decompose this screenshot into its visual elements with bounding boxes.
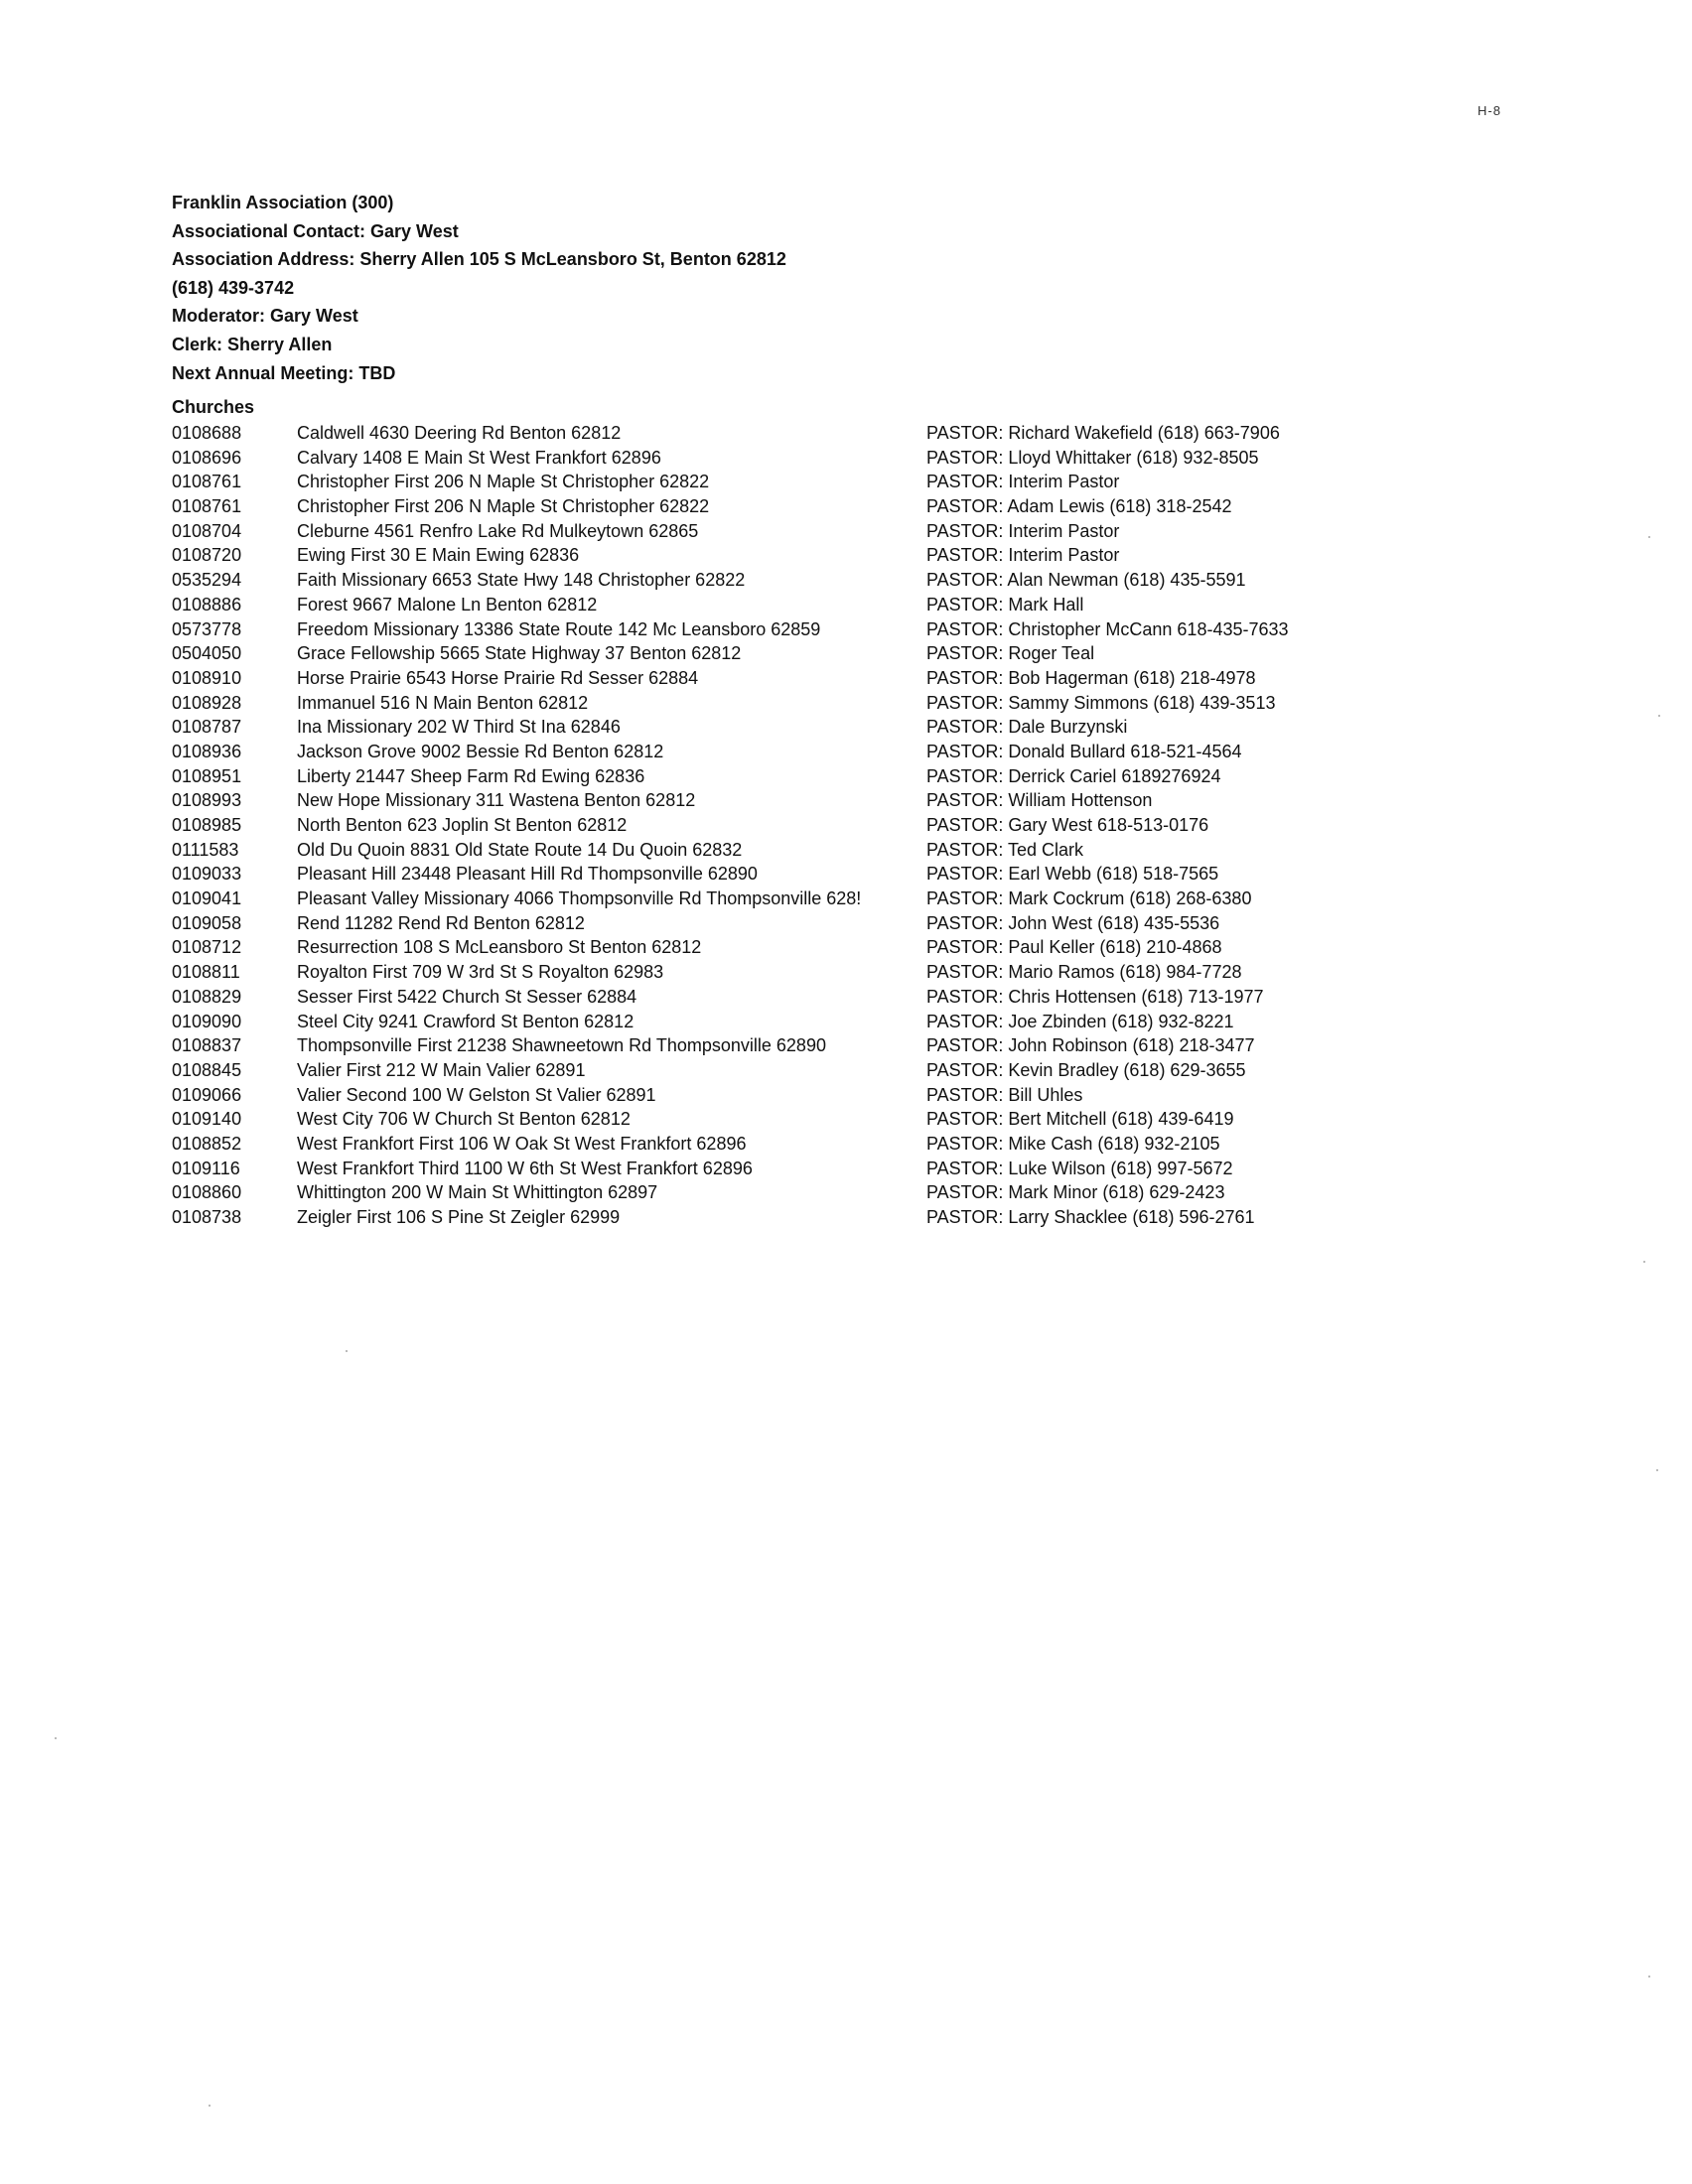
church-pastor: PASTOR: Christopher McCann 618-435-7633: [926, 618, 1289, 639]
church-pastor: PASTOR: Adam Lewis (618) 318-2542: [926, 496, 1232, 517]
church-pastor: PASTOR: Bill Uhles: [926, 1084, 1083, 1105]
association-address: Association Address: Sherry Allen 105 S McLeansboro St, Benton 62812: [172, 249, 786, 270]
church-id: 0108837: [172, 1035, 242, 1056]
church-row: [172, 593, 1363, 617]
church-pastor: PASTOR: Richard Wakefield (618) 663-7906: [926, 423, 1280, 443]
church-row: [172, 715, 1363, 740]
scan-speck: [1658, 715, 1660, 717]
church-pastor: PASTOR: John Robinson (618) 218-3477: [926, 1035, 1255, 1056]
church-row: [172, 862, 1363, 887]
church-name-address: Resurrection 108 S McLeansboro St Benton 62812: [297, 937, 702, 958]
church-row: [172, 617, 1363, 642]
church-row: [172, 1180, 1363, 1205]
church-id: 0108787: [172, 717, 242, 738]
church-row: [172, 1132, 1363, 1157]
church-name-address: Christopher First 206 N Maple St Christopher 62822: [297, 496, 710, 517]
church-pastor: PASTOR: Gary West 618-513-0176: [926, 815, 1209, 835]
church-name-address: Old Du Quoin 8831 Old State Route 14 Du Quoin 62832: [297, 839, 743, 860]
church-name-address: North Benton 623 Joplin St Benton 62812: [297, 815, 628, 835]
church-pastor: PASTOR: Mark Minor (618) 629-2423: [926, 1182, 1225, 1203]
church-name-address: Rend 11282 Rend Rd Benton 62812: [297, 912, 585, 933]
church-pastor: PASTOR: Earl Webb (618) 518-7565: [926, 864, 1219, 885]
church-name-address: Ina Missionary 202 W Third St Ina 62846: [297, 717, 621, 738]
church-name-address: Forest 9667 Malone Ln Benton 62812: [297, 594, 598, 614]
church-id: 0108712: [172, 937, 242, 958]
church-name-address: West City 706 W Church St Benton 62812: [297, 1109, 631, 1130]
church-pastor: PASTOR: William Hottenson: [926, 790, 1153, 811]
church-name-address: Caldwell 4630 Deering Rd Benton 62812: [297, 423, 622, 443]
church-pastor: PASTOR: Sammy Simmons (618) 439-3513: [926, 692, 1276, 713]
church-id: 0573778: [172, 618, 242, 639]
church-pastor: PASTOR: Donald Bullard 618-521-4564: [926, 741, 1242, 761]
scan-speck: [346, 1350, 348, 1352]
church-id: 0108811: [172, 962, 240, 983]
church-name-address: Valier Second 100 W Gelston St Valier 62891: [297, 1084, 656, 1105]
church-id: 0108829: [172, 986, 242, 1007]
church-id: 0108738: [172, 1207, 242, 1227]
church-id: 0109041: [172, 888, 242, 909]
church-row: [172, 421, 1363, 446]
church-name-address: New Hope Missionary 311 Wastena Benton 62812: [297, 790, 696, 811]
church-pastor: PASTOR: Luke Wilson (618) 997-5672: [926, 1158, 1233, 1178]
church-id: 0108696: [172, 447, 242, 468]
church-pastor: PASTOR: Bob Hagerman (618) 218-4978: [926, 667, 1256, 688]
association-header: [172, 189, 1264, 387]
church-row: [172, 1010, 1363, 1034]
church-row: [172, 446, 1363, 471]
church-id: 0108985: [172, 815, 242, 835]
church-pastor: PASTOR: Mario Ramos (618) 984-7728: [926, 962, 1242, 983]
church-row: [172, 568, 1363, 593]
church-row: [172, 887, 1363, 911]
church-row: [172, 1058, 1363, 1083]
church-pastor: PASTOR: Mark Hall: [926, 594, 1084, 614]
association-phone: (618) 439-3742: [172, 277, 295, 298]
church-name-address: Whittington 200 W Main St Whittington 62897: [297, 1182, 658, 1203]
church-pastor: PASTOR: Mike Cash (618) 932-2105: [926, 1133, 1220, 1154]
church-pastor: PASTOR: Dale Burzynski: [926, 717, 1128, 738]
church-name-address: Jackson Grove 9002 Bessie Rd Benton 62812: [297, 741, 664, 761]
church-id: 0535294: [172, 570, 242, 591]
church-id: 0109058: [172, 912, 242, 933]
church-pastor: PASTOR: Derrick Cariel 6189276924: [926, 765, 1221, 786]
church-id: 0108704: [172, 520, 242, 541]
church-name-address: West Frankfort First 106 W Oak St West Frankfort 62896: [297, 1133, 747, 1154]
church-id: 0108720: [172, 545, 242, 566]
church-id: 0108845: [172, 1059, 242, 1080]
church-row: [172, 666, 1363, 691]
church-pastor: PASTOR: Paul Keller (618) 210-4868: [926, 937, 1222, 958]
association-name: Franklin Association (300): [172, 193, 394, 212]
church-row: [172, 740, 1363, 764]
churches-heading: Churches: [172, 397, 255, 417]
church-id: 0108761: [172, 496, 242, 517]
church-name-address: Liberty 21447 Sheep Farm Rd Ewing 62836: [297, 765, 645, 786]
church-id: 0108852: [172, 1133, 242, 1154]
church-name-address: Steel City 9241 Crawford St Benton 62812: [297, 1011, 634, 1031]
church-pastor: PASTOR: John West (618) 435-5536: [926, 912, 1220, 933]
church-id: 0108936: [172, 741, 242, 761]
church-id: 0109116: [172, 1158, 240, 1178]
church-row: [172, 1157, 1363, 1181]
church-row: [172, 641, 1363, 666]
church-id: 0108688: [172, 423, 242, 443]
church-row: [172, 985, 1363, 1010]
scan-speck: [1656, 1469, 1658, 1471]
church-row: [172, 691, 1363, 716]
church-pastor: PASTOR: Kevin Bradley (618) 629-3655: [926, 1059, 1246, 1080]
church-id: 0108886: [172, 594, 242, 614]
church-name-address: Cleburne 4561 Renfro Lake Rd Mulkeytown 62865: [297, 520, 699, 541]
church-name-address: Thompsonville First 21238 Shawneetown Rd Thompsonville 62890: [297, 1035, 826, 1056]
church-name-address: Grace Fellowship 5665 State Highway 37 Benton 62812: [297, 643, 742, 664]
church-id: 0109090: [172, 1011, 242, 1031]
church-row: [172, 960, 1363, 985]
church-name-address: Ewing First 30 E Main Ewing 62836: [297, 545, 580, 566]
church-row: [172, 1205, 1363, 1230]
church-row: [172, 519, 1363, 544]
church-id: 0108860: [172, 1182, 242, 1203]
scan-speck: [1643, 1261, 1645, 1263]
church-name-address: Freedom Missionary 13386 State Route 142 Mc Leansboro 62859: [297, 618, 821, 639]
church-row: [172, 494, 1363, 519]
church-pastor: PASTOR: Larry Shacklee (618) 596-2761: [926, 1207, 1255, 1227]
associational-contact: Associational Contact: Gary West: [172, 220, 459, 241]
page-number: H-8: [1478, 103, 1501, 118]
church-id: 0109140: [172, 1109, 242, 1130]
church-name-address: Faith Missionary 6653 State Hwy 148 Christopher 62822: [297, 570, 746, 591]
church-pastor: PASTOR: Chris Hottensen (618) 713-1977: [926, 986, 1264, 1007]
church-row: [172, 1083, 1363, 1108]
church-pastor: PASTOR: Interim Pastor: [926, 545, 1120, 566]
church-name-address: Pleasant Valley Missionary 4066 Thompsonville Rd Thompsonville 628!: [297, 888, 862, 909]
church-row: [172, 813, 1363, 838]
clerk: Clerk: Sherry Allen: [172, 334, 333, 354]
church-id: 0111583: [172, 839, 239, 860]
church-id: 0109066: [172, 1084, 242, 1105]
church-name-address: West Frankfort Third 1100 W 6th St West Frankfort 62896: [297, 1158, 753, 1178]
church-list: [172, 421, 1363, 1230]
church-name-address: Calvary 1408 E Main St West Frankfort 62896: [297, 447, 661, 468]
church-id: 0108910: [172, 667, 242, 688]
scan-speck: [1648, 1976, 1650, 1978]
next-annual-meeting: Next Annual Meeting: TBD: [172, 362, 396, 383]
church-pastor: PASTOR: Joe Zbinden (618) 932-8221: [926, 1011, 1234, 1031]
moderator: Moderator: Gary West: [172, 306, 358, 327]
scan-speck: [1648, 536, 1650, 538]
church-row: [172, 470, 1363, 494]
church-name-address: Valier First 212 W Main Valier 62891: [297, 1059, 586, 1080]
church-name-address: Zeigler First 106 S Pine St Zeigler 62999: [297, 1207, 621, 1227]
church-id: 0108993: [172, 790, 242, 811]
church-pastor: PASTOR: Lloyd Whittaker (618) 932-8505: [926, 447, 1259, 468]
church-pastor: PASTOR: Interim Pastor: [926, 520, 1120, 541]
church-row: [172, 764, 1363, 789]
church-row: [172, 935, 1363, 960]
church-name-address: Pleasant Hill 23448 Pleasant Hill Rd Thompsonville 62890: [297, 864, 758, 885]
church-row: [172, 838, 1363, 863]
church-name-address: Immanuel 516 N Main Benton 62812: [297, 692, 589, 713]
church-pastor: PASTOR: Interim Pastor: [926, 472, 1120, 492]
church-id: 0108951: [172, 765, 242, 786]
church-pastor: PASTOR: Mark Cockrum (618) 268-6380: [926, 888, 1252, 909]
scan-speck: [209, 2105, 211, 2107]
church-id: 0108928: [172, 692, 242, 713]
church-pastor: PASTOR: Bert Mitchell (618) 439-6419: [926, 1109, 1234, 1130]
church-row: [172, 1033, 1363, 1058]
church-name-address: Sesser First 5422 Church St Sesser 62884: [297, 986, 637, 1007]
church-name-address: Horse Prairie 6543 Horse Prairie Rd Sesser 62884: [297, 667, 699, 688]
church-pastor: PASTOR: Roger Teal: [926, 643, 1095, 664]
church-pastor: PASTOR: Alan Newman (618) 435-5591: [926, 570, 1246, 591]
church-id: 0504050: [172, 643, 242, 664]
church-id: 0109033: [172, 864, 242, 885]
church-name-address: Christopher First 206 N Maple St Christopher 62822: [297, 472, 710, 492]
church-row: [172, 911, 1363, 936]
church-row: [172, 543, 1363, 568]
church-row: [172, 788, 1363, 813]
church-id: 0108761: [172, 472, 242, 492]
church-pastor: PASTOR: Ted Clark: [926, 839, 1084, 860]
church-row: [172, 1107, 1363, 1132]
church-name-address: Royalton First 709 W 3rd St S Royalton 62983: [297, 962, 664, 983]
scan-speck: [55, 1737, 57, 1739]
